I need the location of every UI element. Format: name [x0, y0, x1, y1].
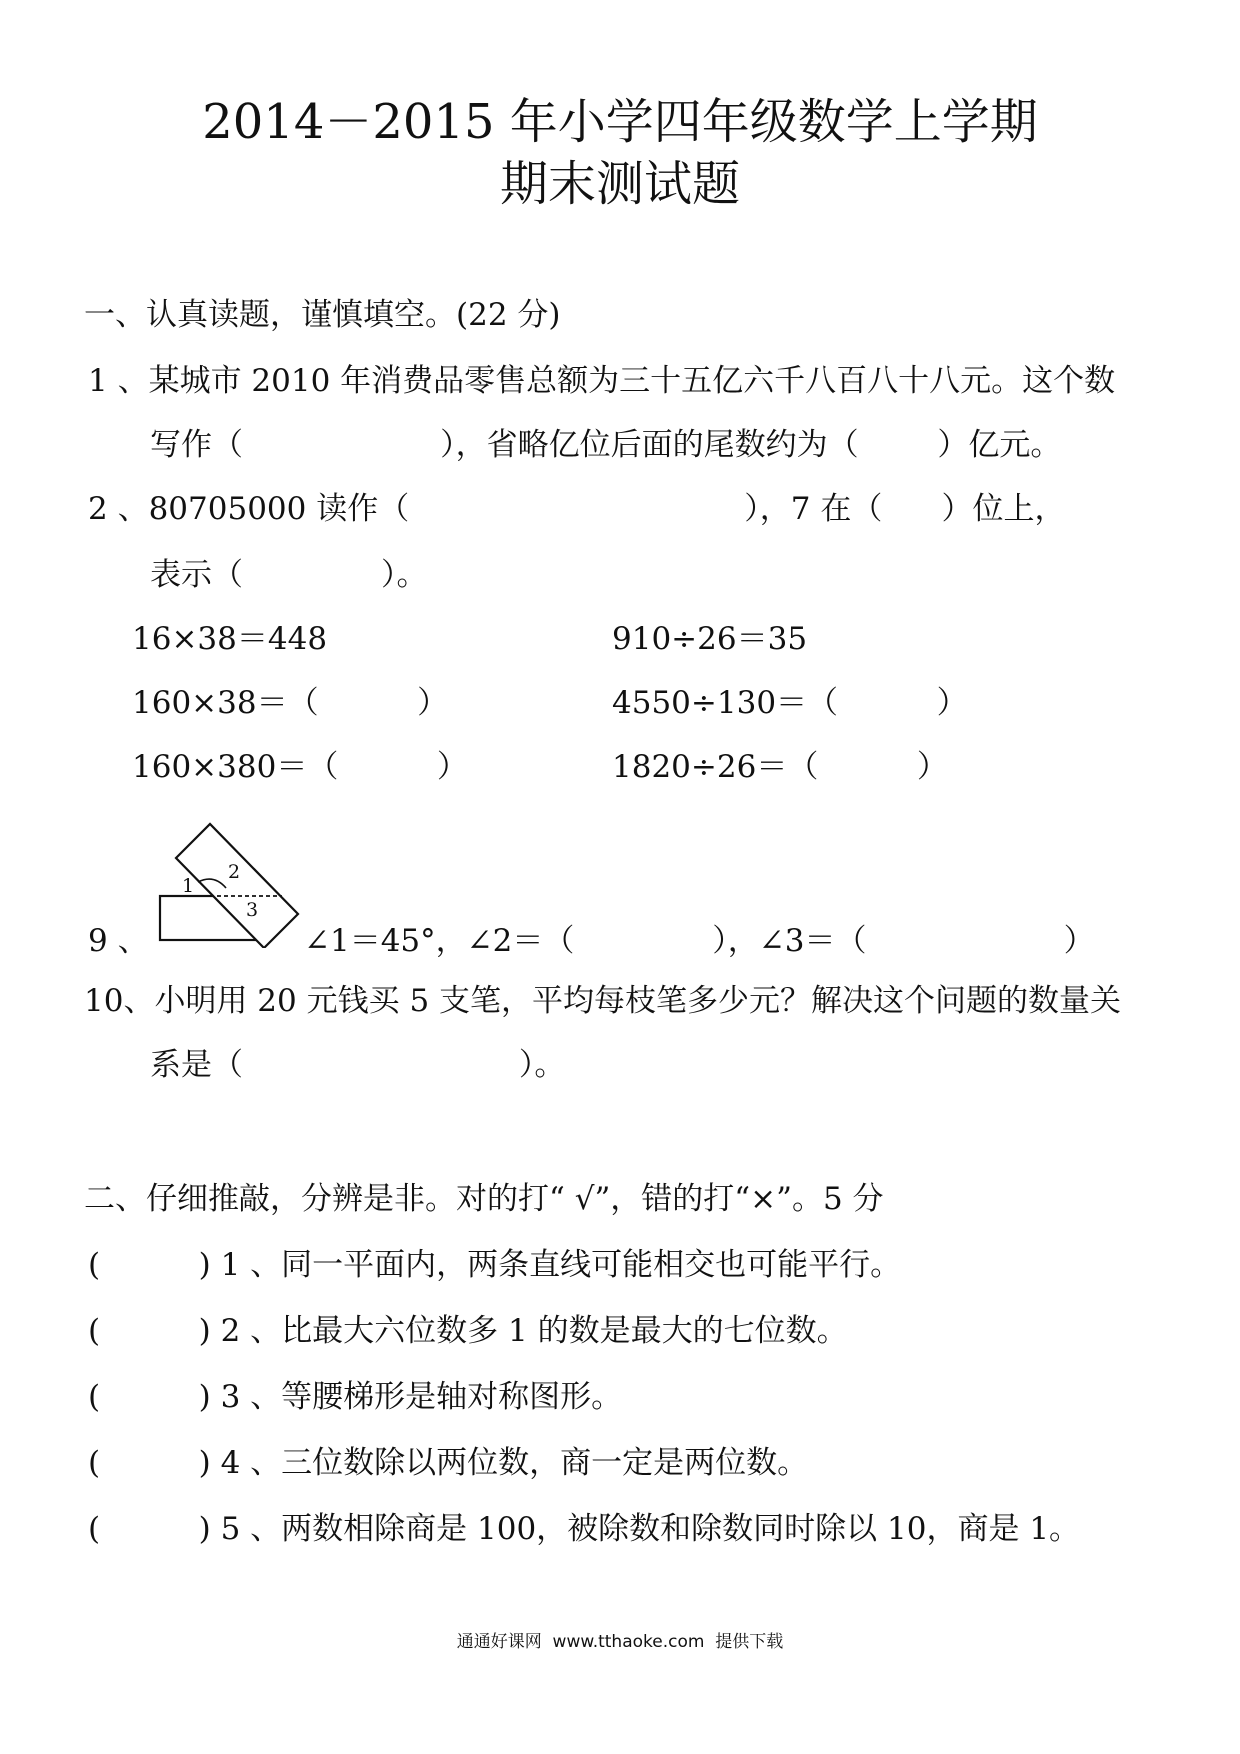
question-9-text: ∠1＝45°，∠2＝（ ），∠3＝（ ）	[304, 923, 1095, 959]
calc-right-3: 1820÷26＝（ ）	[612, 749, 948, 785]
judgement-item-5: ( ) 5 、两数相除商是 100，被除数和除数同时除以 10，商是 1。	[88, 1511, 1081, 1547]
question-2-line-2: 表示（ ）。	[150, 557, 428, 593]
question-2-line-1: 2 、80705000 读作（ ），7 在（ ）位上，	[88, 491, 1066, 527]
question-9-number: 9 、	[88, 923, 149, 959]
section-1-heading: 一、认真读题，谨慎填空。(22 分)	[84, 297, 561, 333]
angle-label-2: 2	[228, 861, 241, 883]
judgement-item-4: ( ) 4 、三位数除以两位数，商一定是两位数。	[88, 1445, 809, 1481]
question-1-line-2: 写作（ ），省略亿位后面的尾数约为（ ）亿元。	[150, 427, 1062, 463]
angle-label-3: 3	[246, 899, 259, 921]
section-2-heading: 二、仔细推敲，分辨是非。对的打“ √”，错的打“×”。5 分	[84, 1181, 884, 1217]
footer-credit: 通通好课网 www.tthaoke.com 提供下载	[456, 1632, 784, 1652]
calc-left-2: 160×38＝（ ）	[132, 685, 449, 721]
question-10-line-1: 10、小明用 20 元钱买 5 支笔，平均每枝笔多少元？解决这个问题的数量关	[84, 983, 1122, 1019]
judgement-item-2: ( ) 2 、比最大六位数多 1 的数是最大的七位数。	[88, 1313, 848, 1349]
judgement-item-3: ( ) 3 、等腰梯形是轴对称图形。	[88, 1379, 623, 1415]
title-line-1: 2014－2015 年小学四年级数学上学期	[202, 94, 1038, 150]
angle-label-1: 1	[182, 875, 195, 897]
question-1-line-1: 1 、某城市 2010 年消费品零售总额为三十五亿六千八百八十八元。这个数	[88, 363, 1116, 399]
judgement-item-1: ( ) 1 、同一平面内，两条直线可能相交也可能平行。	[88, 1247, 902, 1283]
tilted-strip	[176, 824, 298, 948]
calc-right-2: 4550÷130＝（ ）	[612, 685, 968, 721]
title-line-2: 期末测试题	[499, 156, 740, 212]
question-10-line-2: 系是（ ）。	[150, 1047, 566, 1083]
calc-left-3: 160×380＝（ ）	[132, 749, 468, 785]
calc-left-1: 16×38＝448	[132, 621, 328, 657]
angle-figure	[150, 818, 310, 948]
calc-right-1: 910÷26＝35	[612, 621, 808, 657]
